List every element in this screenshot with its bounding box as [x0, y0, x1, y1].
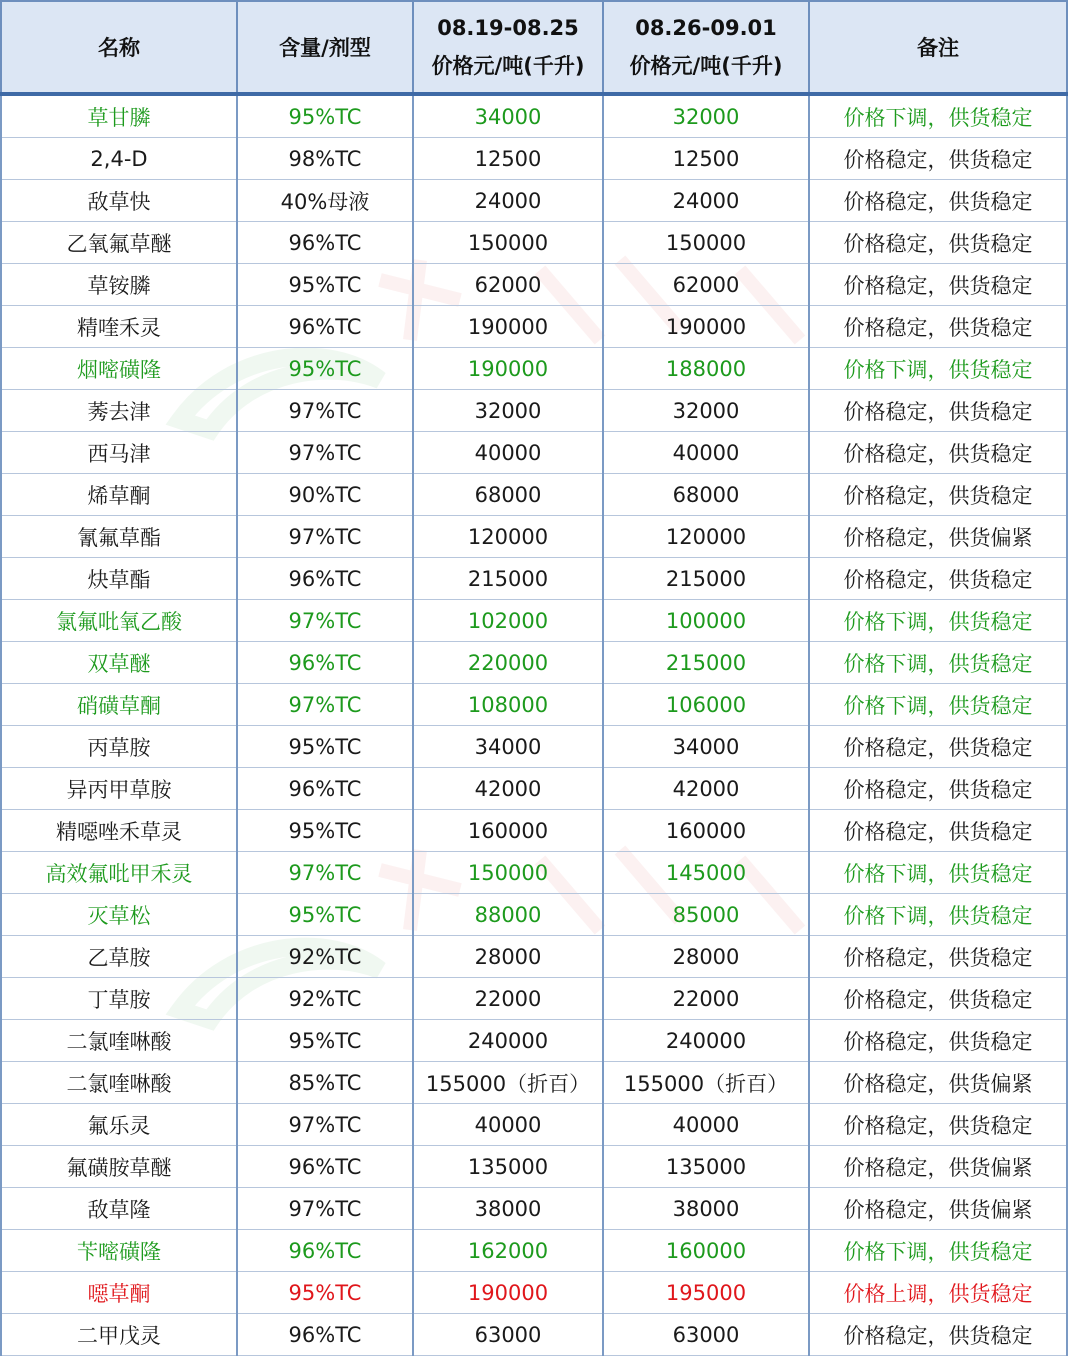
cell-name: 异丙甲草胺: [1, 768, 237, 810]
table-row: [1, 1104, 1067, 1146]
cell-price-week2: 150000: [603, 222, 809, 264]
header-name: 名称: [1, 1, 237, 94]
cell-name: 双草醚: [1, 642, 237, 684]
cell-price-week2: 188000: [603, 348, 809, 390]
cell-content: 95%TC: [237, 94, 413, 138]
cell-price-week2: 240000: [603, 1020, 809, 1062]
cell-price-week2: 85000: [603, 894, 809, 936]
cell-content: 97%TC: [237, 390, 413, 432]
cell-name: 丁草胺: [1, 978, 237, 1020]
cell-name: 西马津: [1, 432, 237, 474]
cell-remark: 价格下调，供货稳定: [809, 600, 1067, 642]
cell-remark: 价格下调，供货稳定: [809, 852, 1067, 894]
cell-remark: 价格稳定，供货偏紧: [809, 1188, 1067, 1230]
header-week1-unit: 价格元/吨(千升): [431, 54, 585, 78]
table-row: [1, 432, 1067, 474]
table-body: [1, 94, 1067, 1356]
cell-content: 95%TC: [237, 1272, 413, 1314]
cell-content: 97%TC: [237, 600, 413, 642]
cell-name: 二甲戊灵: [1, 1314, 237, 1356]
table-row: [1, 474, 1067, 516]
cell-remark: 价格下调，供货稳定: [809, 1230, 1067, 1272]
cell-remark: 价格稳定，供货稳定: [809, 810, 1067, 852]
cell-remark: 价格稳定，供货稳定: [809, 222, 1067, 264]
cell-price-week2: 38000: [603, 1188, 809, 1230]
table-row: [1, 600, 1067, 642]
cell-price-week2: 62000: [603, 264, 809, 306]
cell-content: 96%TC: [237, 642, 413, 684]
cell-content: 85%TC: [237, 1062, 413, 1104]
cell-content: 95%TC: [237, 726, 413, 768]
cell-content: 96%TC: [237, 1146, 413, 1188]
cell-name: 草铵膦: [1, 264, 237, 306]
cell-price-week1: 220000: [413, 642, 603, 684]
cell-price-week2: 155000（折百）: [603, 1062, 809, 1104]
cell-price-week2: 160000: [603, 810, 809, 852]
table-row: [1, 1020, 1067, 1062]
cell-price-week1: 34000: [413, 94, 603, 138]
cell-price-week1: 108000: [413, 684, 603, 726]
cell-name: 2,4-D: [1, 138, 237, 180]
cell-name: 二氯喹啉酸: [1, 1020, 237, 1062]
cell-price-week1: 28000: [413, 936, 603, 978]
cell-price-week1: 190000: [413, 1272, 603, 1314]
cell-name: 莠去津: [1, 390, 237, 432]
cell-price-week2: 160000: [603, 1230, 809, 1272]
cell-price-week1: 34000: [413, 726, 603, 768]
cell-remark: 价格稳定，供货稳定: [809, 768, 1067, 810]
cell-content: 40%母液: [237, 180, 413, 222]
cell-remark: 价格下调，供货稳定: [809, 642, 1067, 684]
cell-name: 乙氧氟草醚: [1, 222, 237, 264]
cell-content: 96%TC: [237, 768, 413, 810]
cell-price-week1: 62000: [413, 264, 603, 306]
table-row: [1, 1314, 1067, 1356]
cell-price-week1: 215000: [413, 558, 603, 600]
cell-name: 高效氟吡甲禾灵: [1, 852, 237, 894]
cell-remark: 价格稳定，供货稳定: [809, 474, 1067, 516]
header-week1-price: [413, 1, 603, 94]
cell-price-week2: 40000: [603, 1104, 809, 1146]
cell-price-week1: 162000: [413, 1230, 603, 1272]
header-remark: 备注: [809, 1, 1067, 94]
cell-price-week1: 102000: [413, 600, 603, 642]
cell-price-week2: 68000: [603, 474, 809, 516]
cell-remark: 价格稳定，供货稳定: [809, 936, 1067, 978]
cell-remark: 价格稳定，供货稳定: [809, 390, 1067, 432]
cell-name: 苄嘧磺隆: [1, 1230, 237, 1272]
table-row: [1, 726, 1067, 768]
cell-price-week2: 22000: [603, 978, 809, 1020]
cell-content: 96%TC: [237, 1314, 413, 1356]
cell-content: 96%TC: [237, 222, 413, 264]
table-row: [1, 348, 1067, 390]
cell-remark: 价格稳定，供货稳定: [809, 1020, 1067, 1062]
cell-name: 硝磺草酮: [1, 684, 237, 726]
table-row: [1, 1188, 1067, 1230]
header-week2-unit: 价格元/吨(千升): [629, 54, 783, 78]
table-row: [1, 390, 1067, 432]
cell-remark: 价格稳定，供货偏紧: [809, 516, 1067, 558]
cell-remark: 价格稳定，供货稳定: [809, 306, 1067, 348]
cell-name: 丙草胺: [1, 726, 237, 768]
table-row: [1, 222, 1067, 264]
cell-price-week2: 63000: [603, 1314, 809, 1356]
table-header: [1, 1, 1067, 94]
cell-name: 烯草酮: [1, 474, 237, 516]
header-week2-price: [603, 1, 809, 94]
cell-content: 97%TC: [237, 684, 413, 726]
cell-remark: 价格稳定，供货偏紧: [809, 1062, 1067, 1104]
cell-name: 乙草胺: [1, 936, 237, 978]
cell-remark: 价格稳定，供货稳定: [809, 1104, 1067, 1146]
cell-name: 精喹禾灵: [1, 306, 237, 348]
cell-remark: 价格稳定，供货偏紧: [809, 1146, 1067, 1188]
cell-price-week1: 150000: [413, 222, 603, 264]
cell-price-week1: 63000: [413, 1314, 603, 1356]
cell-content: 96%TC: [237, 558, 413, 600]
cell-price-week1: 40000: [413, 1104, 603, 1146]
cell-content: 95%TC: [237, 1020, 413, 1062]
cell-name: 草甘膦: [1, 94, 237, 138]
cell-content: 96%TC: [237, 1230, 413, 1272]
cell-remark: 价格下调，供货稳定: [809, 684, 1067, 726]
cell-content: 97%TC: [237, 852, 413, 894]
cell-price-week1: 38000: [413, 1188, 603, 1230]
cell-content: 95%TC: [237, 894, 413, 936]
header-week2-range: 08.26-09.01: [635, 16, 777, 40]
table-row: [1, 1272, 1067, 1314]
cell-content: 97%TC: [237, 432, 413, 474]
cell-content: 92%TC: [237, 936, 413, 978]
cell-remark: 价格稳定，供货稳定: [809, 264, 1067, 306]
cell-price-week1: 40000: [413, 432, 603, 474]
cell-name: 二氯喹啉酸: [1, 1062, 237, 1104]
cell-content: 97%TC: [237, 1104, 413, 1146]
cell-price-week2: 120000: [603, 516, 809, 558]
table-row: [1, 642, 1067, 684]
table-row: [1, 306, 1067, 348]
table-row: [1, 1062, 1067, 1104]
cell-price-week1: 190000: [413, 348, 603, 390]
table-row: [1, 936, 1067, 978]
cell-price-week1: 68000: [413, 474, 603, 516]
cell-content: 92%TC: [237, 978, 413, 1020]
table-row: [1, 558, 1067, 600]
header-right-border: [1066, 0, 1068, 92]
cell-price-week1: 155000（折百）: [413, 1062, 603, 1104]
cell-remark: 价格稳定，供货稳定: [809, 180, 1067, 222]
cell-price-week2: 215000: [603, 642, 809, 684]
table-row: [1, 894, 1067, 936]
cell-remark: 价格上调，供货稳定: [809, 1272, 1067, 1314]
table-row: [1, 810, 1067, 852]
header-week1-range: 08.19-08.25: [437, 16, 579, 40]
cell-price-week2: 215000: [603, 558, 809, 600]
cell-price-week2: 195000: [603, 1272, 809, 1314]
table-row: [1, 1230, 1067, 1272]
table-row: [1, 1146, 1067, 1188]
cell-price-week2: 12500: [603, 138, 809, 180]
cell-price-week1: 135000: [413, 1146, 603, 1188]
cell-remark: 价格稳定，供货稳定: [809, 1314, 1067, 1356]
table-row: [1, 516, 1067, 558]
cell-price-week1: 22000: [413, 978, 603, 1020]
cell-price-week1: 240000: [413, 1020, 603, 1062]
cell-content: 98%TC: [237, 138, 413, 180]
cell-price-week1: 120000: [413, 516, 603, 558]
cell-price-week2: 34000: [603, 726, 809, 768]
cell-name: 氯氟吡氧乙酸: [1, 600, 237, 642]
cell-price-week1: 12500: [413, 138, 603, 180]
cell-price-week2: 100000: [603, 600, 809, 642]
cell-price-week2: 42000: [603, 768, 809, 810]
table-row: [1, 180, 1067, 222]
cell-content: 96%TC: [237, 306, 413, 348]
table-row: [1, 768, 1067, 810]
cell-price-week2: 28000: [603, 936, 809, 978]
cell-price-week2: 135000: [603, 1146, 809, 1188]
cell-content: 95%TC: [237, 348, 413, 390]
cell-remark: 价格稳定，供货稳定: [809, 138, 1067, 180]
cell-price-week1: 160000: [413, 810, 603, 852]
cell-price-week2: 145000: [603, 852, 809, 894]
cell-name: 炔草酯: [1, 558, 237, 600]
cell-name: 氟乐灵: [1, 1104, 237, 1146]
cell-name: 氰氟草酯: [1, 516, 237, 558]
cell-remark: 价格稳定，供货稳定: [809, 726, 1067, 768]
cell-price-week1: 190000: [413, 306, 603, 348]
cell-name: 烟嘧磺隆: [1, 348, 237, 390]
cell-content: 90%TC: [237, 474, 413, 516]
cell-price-week2: 40000: [603, 432, 809, 474]
cell-price-week1: 150000: [413, 852, 603, 894]
cell-name: 敌草快: [1, 180, 237, 222]
header-content: 含量/剂型: [237, 1, 413, 94]
cell-remark: 价格下调，供货稳定: [809, 94, 1067, 138]
table-row: [1, 978, 1067, 1020]
cell-name: 噁草酮: [1, 1272, 237, 1314]
table-row: [1, 684, 1067, 726]
table-row: [1, 94, 1067, 138]
cell-name: 灭草松: [1, 894, 237, 936]
cell-name: 敌草隆: [1, 1188, 237, 1230]
cell-remark: 价格下调，供货稳定: [809, 348, 1067, 390]
cell-content: 97%TC: [237, 516, 413, 558]
cell-price-week2: 32000: [603, 390, 809, 432]
cell-content: 95%TC: [237, 264, 413, 306]
cell-remark: 价格稳定，供货稳定: [809, 978, 1067, 1020]
cell-remark: 价格稳定，供货稳定: [809, 558, 1067, 600]
cell-price-week1: 88000: [413, 894, 603, 936]
cell-price-week1: 24000: [413, 180, 603, 222]
cell-price-week1: 32000: [413, 390, 603, 432]
cell-price-week2: 32000: [603, 94, 809, 138]
cell-price-week1: 42000: [413, 768, 603, 810]
table-row: [1, 138, 1067, 180]
cell-content: 95%TC: [237, 810, 413, 852]
cell-remark: 价格稳定，供货稳定: [809, 432, 1067, 474]
cell-price-week2: 24000: [603, 180, 809, 222]
table-row: [1, 852, 1067, 894]
cell-remark: 价格下调，供货稳定: [809, 894, 1067, 936]
cell-name: 精噁唑禾草灵: [1, 810, 237, 852]
table-row: [1, 264, 1067, 306]
cell-price-week2: 106000: [603, 684, 809, 726]
cell-content: 97%TC: [237, 1188, 413, 1230]
cell-price-week2: 190000: [603, 306, 809, 348]
cell-name: 氟磺胺草醚: [1, 1146, 237, 1188]
